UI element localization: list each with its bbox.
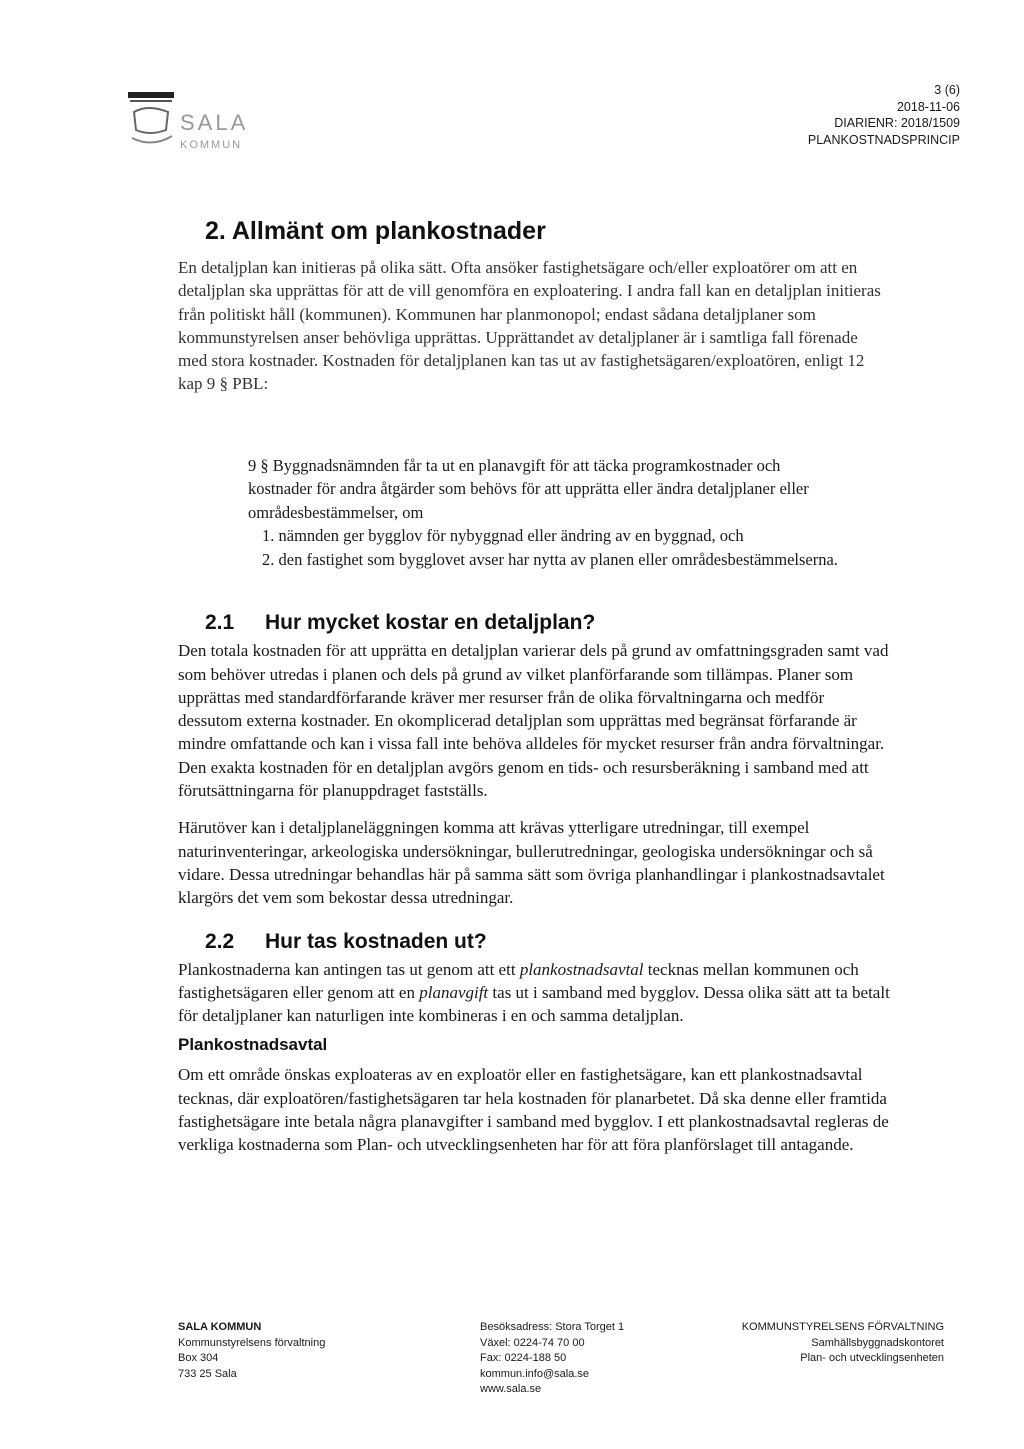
footer-left-line: 733 25 Sala: [178, 1367, 237, 1380]
law-quote-intro: 9 § Byggnadsnämnden får ta ut en planavgift för att täcka programkostnader och kostnader för andra åtgärder som behövs för att upprätta eller ändra detaljplaner eller områdesbestämmelser, om: [248, 455, 809, 522]
emphasis-plankostnadsavtal: plankostnadsavtal: [519, 959, 644, 979]
text-run: tecknas mellan kommunen och fastighetsägaren eller genom att en: [178, 959, 859, 1002]
footer-email: kommun.info@sala.se: [480, 1367, 589, 1380]
plankostnadsavtal-paragraph: Om ett område önskas exploateras av en exploatör eller en fastighetsägare, kan ett plankostnadsavtal tecknas, där exploatören/fastighetsägaren tar hela kostnaden för planarbetet. Då ska denne eller framtida fastighetsägare inte betala några planavgifter i samband med bygglov. I ett plankostnadsavtal regleras de verkliga kostnaderna som Plan- och utvecklingsenheten har för att föra planförslaget till antagande.: [178, 1065, 889, 1155]
footer-unit: Plan- och utvecklingsenheten: [800, 1352, 944, 1365]
footer-website: www.sala.se: [480, 1383, 542, 1396]
document-body: [178, 214, 890, 1157]
page-number: 3 (6): [934, 83, 960, 97]
footer-left: [178, 1320, 325, 1382]
section-2-1-heading: [178, 609, 890, 637]
section-2-2-heading: [178, 928, 890, 956]
plankostnadsavtal-heading: Plankostnadsavtal: [178, 1035, 328, 1055]
section-2-1-title: Hur mycket kostar en detaljplan?: [265, 611, 596, 635]
section-2-2-number: 2.2: [205, 929, 235, 953]
text-run: tas ut i samband med bygglov. Dessa olika sätt att ta betalt för detaljplaner kan naturligen inte kombineras i en och samma detaljplan.: [178, 982, 890, 1026]
footer-middle: [480, 1320, 624, 1398]
footer-org-name: SALA KOMMUN: [178, 1321, 262, 1333]
sala-kommun-logo: [128, 90, 278, 160]
law-quote-item-2: 2. den fastighet som bygglovet avser har nytta av planen eller områdesbestämmelserna.: [262, 549, 838, 569]
logo-text-kommun: KOMMUN: [180, 139, 243, 151]
section-2-2-title: Hur tas kostnaden ut?: [265, 929, 487, 953]
plankostnadsavtal-subsection: [178, 1033, 890, 1156]
section-2-1-number: 2.1: [205, 611, 235, 635]
footer-visit-address: Besöksadress: Stora Torget 1: [480, 1321, 625, 1333]
footer-fax: Fax: 0224-188 50: [480, 1352, 567, 1365]
document-type: PLANKOSTNADSPRINCIP: [807, 132, 960, 147]
section-2-1-paragraph-1: Den totala kostnaden för att upprätta en detaljplan varierar dels på grund av omfattningsgraden samt vad som behöver utredas i planen och dels på grund av vilket planförfarande som tillämpas. Planer som upprättas med standardförfarande kräver mer resurser från de olika förvaltningarna och medför dessutom externa kostnader. En okomplicerad detaljplan som upprättas med begränsat förfarande är mindre omfattande och kan i vissa fall inte behöva alldeles för mycket resurser från andra förvaltningar. Den exakta kostnaden för en detaljplan avgörs genom en tids- och resursberäkning i samband med att förutsättningarna för planuppdraget fastställs.: [178, 641, 889, 801]
section-2-heading: 2. Allmänt om plankostnader: [205, 217, 546, 245]
section-2-1-paragraph-2: Härutöver kan i detaljplaneläggningen komma att krävas ytterligare utredningar, till exempel naturinventeringar, arkeologiska undersökningar, bullerutredningar, geologiska undersökningar och så vidare. Dessa utredningar behandlas här på samma sätt som övriga planhandlingar i plankostnadsavtalet klargörs det vem som bekostar dessa utredningar.: [178, 818, 885, 908]
footer-left-line: Kommunstyrelsens förvaltning: [178, 1336, 326, 1349]
document-date: 2018-11-06: [896, 99, 960, 114]
footer-department: KOMMUNSTYRELSENS FÖRVALTNING: [741, 1321, 944, 1333]
section-2-2-paragraph: [178, 958, 890, 1028]
emphasis-planavgift: planavgift: [419, 982, 489, 1002]
diary-number: DIARIENR: 2018/1509: [834, 116, 960, 130]
section-2-paragraph: En detaljplan kan initieras på olika sätt. Ofta ansöker fastighetsägare och/eller exploatörer om att en detaljplan ska upprättas för att de vill genomföra en exploatering. I andra fall kan en detaljplan initieras från politiskt håll (kommunen). Kommunen har planmonopol; endast sådana detaljplaner som kommunstyrelsen anser behövliga upprättas. Upprättandet av detaljplaner är i samtliga fall förenade med stora kostnader. Kostnaden för detaljplanen kan tas ut av fastighetsägaren/exploatören, enligt 12 kap 9 § PBL:: [178, 258, 881, 394]
municipal-crest-icon: [128, 90, 278, 160]
footer-phone: Växel: 0224-74 70 00: [480, 1336, 585, 1349]
logo-text-sala: SALA: [180, 110, 249, 135]
footer-office: Samhällsbyggnadskontoret: [811, 1336, 944, 1349]
document-meta: [808, 82, 960, 148]
section-2-2: [178, 928, 890, 1157]
law-quote-item-1: 1. nämnden ger bygglov för nybyggnad eller ändring av en byggnad, och: [262, 526, 744, 546]
footer-left-line: Box 304: [178, 1352, 219, 1365]
section-2-1: [178, 609, 890, 909]
text-run: Plankostnaderna kan antingen tas ut genom att ett: [178, 959, 520, 979]
footer-right: [742, 1320, 944, 1367]
law-quote: [248, 454, 848, 572]
